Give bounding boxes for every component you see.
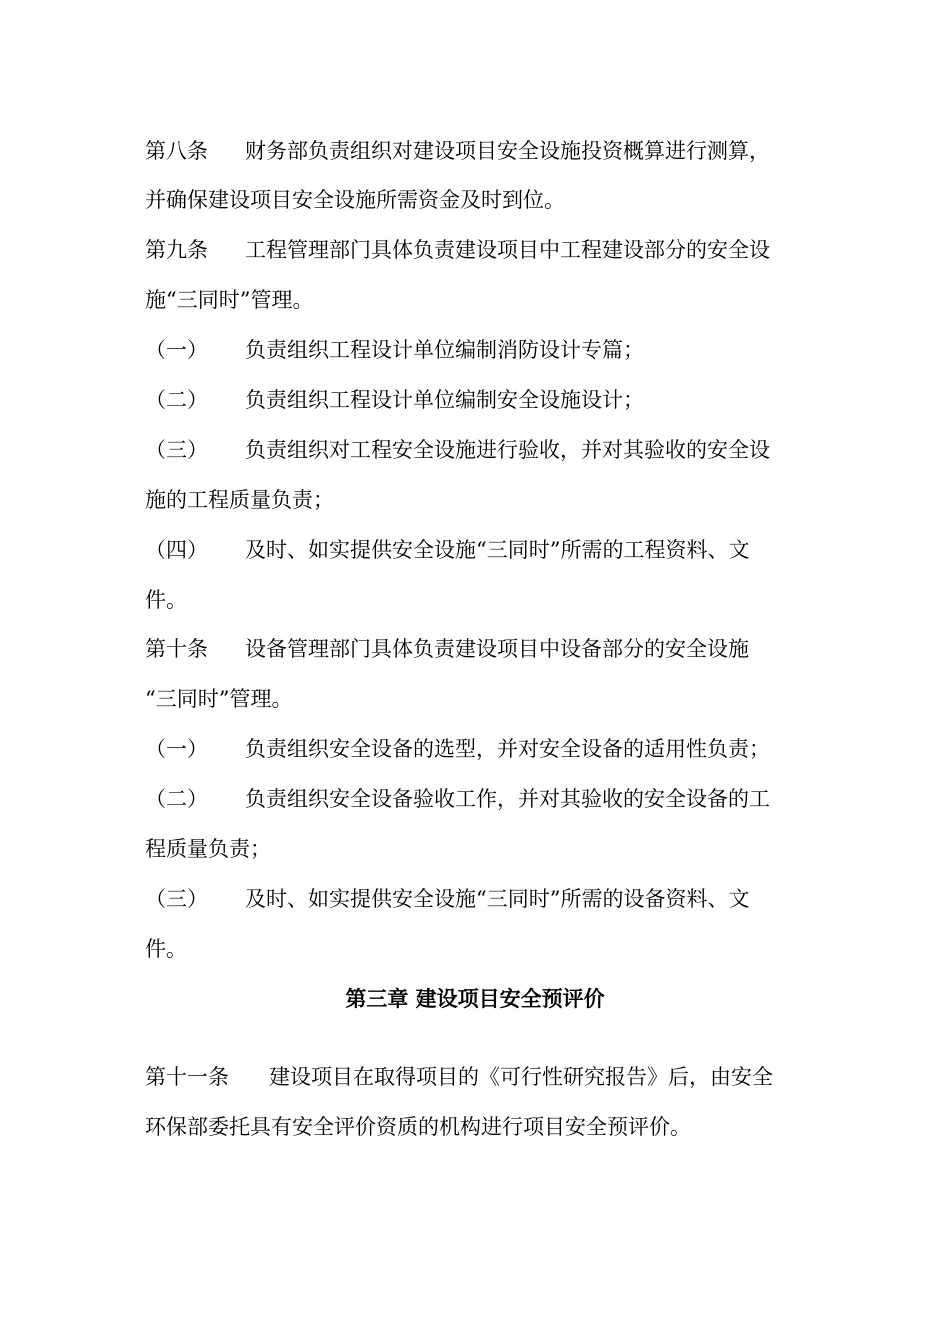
- article-9-item-4-label: （四）: [145, 538, 208, 562]
- article-10-item-3-text-1: 及时、如实提供安全设施“三同时”所需的设备资料、文: [245, 887, 750, 911]
- article-9-item-3-line-2: [145, 484, 815, 516]
- article-9-item-3-label: （三）: [145, 438, 208, 462]
- article-10-item-2-text-1: 负责组织安全设备验收工作，并对其验收的安全设备的工: [245, 787, 770, 811]
- chapter-3-heading: 第三章 建设项目安全预评价: [345, 987, 605, 1011]
- article-10-item-3-label: （三）: [145, 887, 208, 911]
- article-11-label: 第十一条: [145, 1065, 229, 1089]
- article-9-item-4-line-2: [145, 584, 815, 616]
- article-9-item-2: [145, 384, 815, 416]
- article-8-line-2: [145, 184, 815, 216]
- article-10-line-2: [145, 683, 815, 715]
- article-10-item-3-line-1: [145, 883, 815, 915]
- article-11-line-2: [145, 1111, 815, 1143]
- article-8-label: 第八条: [145, 139, 208, 163]
- article-10-item-2-line-2: [145, 833, 815, 865]
- article-11-line-1: [145, 1061, 815, 1093]
- article-9-item-4-text-2: 件。: [145, 588, 187, 612]
- article-9-line-2: [145, 284, 815, 316]
- article-11-text-1: 建设项目在取得项目的《可行性研究报告》后，由安全: [269, 1065, 773, 1089]
- article-9-item-1: [145, 334, 815, 366]
- article-10-item-1: [145, 733, 815, 765]
- article-9-line-1: [145, 234, 815, 266]
- article-9-item-4-text-1: 及时、如实提供安全设施“三同时”所需的工程资料、文: [245, 538, 750, 562]
- article-8-text-1: 财务部负责组织对建设项目安全设施投资概算进行测算，: [245, 139, 770, 163]
- article-9-text-1: 工程管理部门具体负责建设项目中工程建设部分的安全设: [245, 238, 770, 262]
- article-10-label: 第十条: [145, 637, 208, 661]
- article-10-text-1: 设备管理部门具体负责建设项目中设备部分的安全设施: [245, 637, 749, 661]
- article-10-text-2: “三同时”管理。: [145, 687, 293, 711]
- article-10-line-1: [145, 633, 815, 665]
- article-9-label: 第九条: [145, 238, 208, 262]
- article-8-line-1: [145, 135, 815, 167]
- article-9-item-2-label: （二）: [145, 388, 208, 412]
- article-9-item-3-text-1: 负责组织对工程安全设施进行验收，并对其验收的安全设: [245, 438, 770, 462]
- article-10-item-2-text-2: 程质量负责；: [145, 837, 271, 861]
- article-10-item-2-label: （二）: [145, 787, 208, 811]
- article-9-text-2: 施“三同时”管理。: [145, 288, 314, 312]
- article-8-text-2: 并确保建设项目安全设施所需资金及时到位。: [145, 188, 565, 212]
- article-10-item-1-text: 负责组织安全设备的选型，并对安全设备的适用性负责；: [245, 737, 770, 761]
- article-9-item-4-line-1: [145, 534, 815, 566]
- article-10-item-2-line-1: [145, 783, 815, 815]
- article-9-item-1-label: （一）: [145, 338, 208, 362]
- article-9-item-3-line-1: [145, 434, 815, 466]
- article-9-item-3-text-2: 施的工程质量负责；: [145, 488, 334, 512]
- article-10-item-1-label: （一）: [145, 737, 208, 761]
- article-10-item-3-line-2: [145, 933, 815, 965]
- article-9-item-1-text: 负责组织工程设计单位编制消防设计专篇；: [245, 338, 644, 362]
- article-10-item-3-text-2: 件。: [145, 937, 187, 961]
- article-11-text-2: 环保部委托具有安全评价资质的机构进行项目安全预评价。: [145, 1115, 691, 1139]
- article-9-item-2-text: 负责组织工程设计单位编制安全设施设计；: [245, 388, 644, 412]
